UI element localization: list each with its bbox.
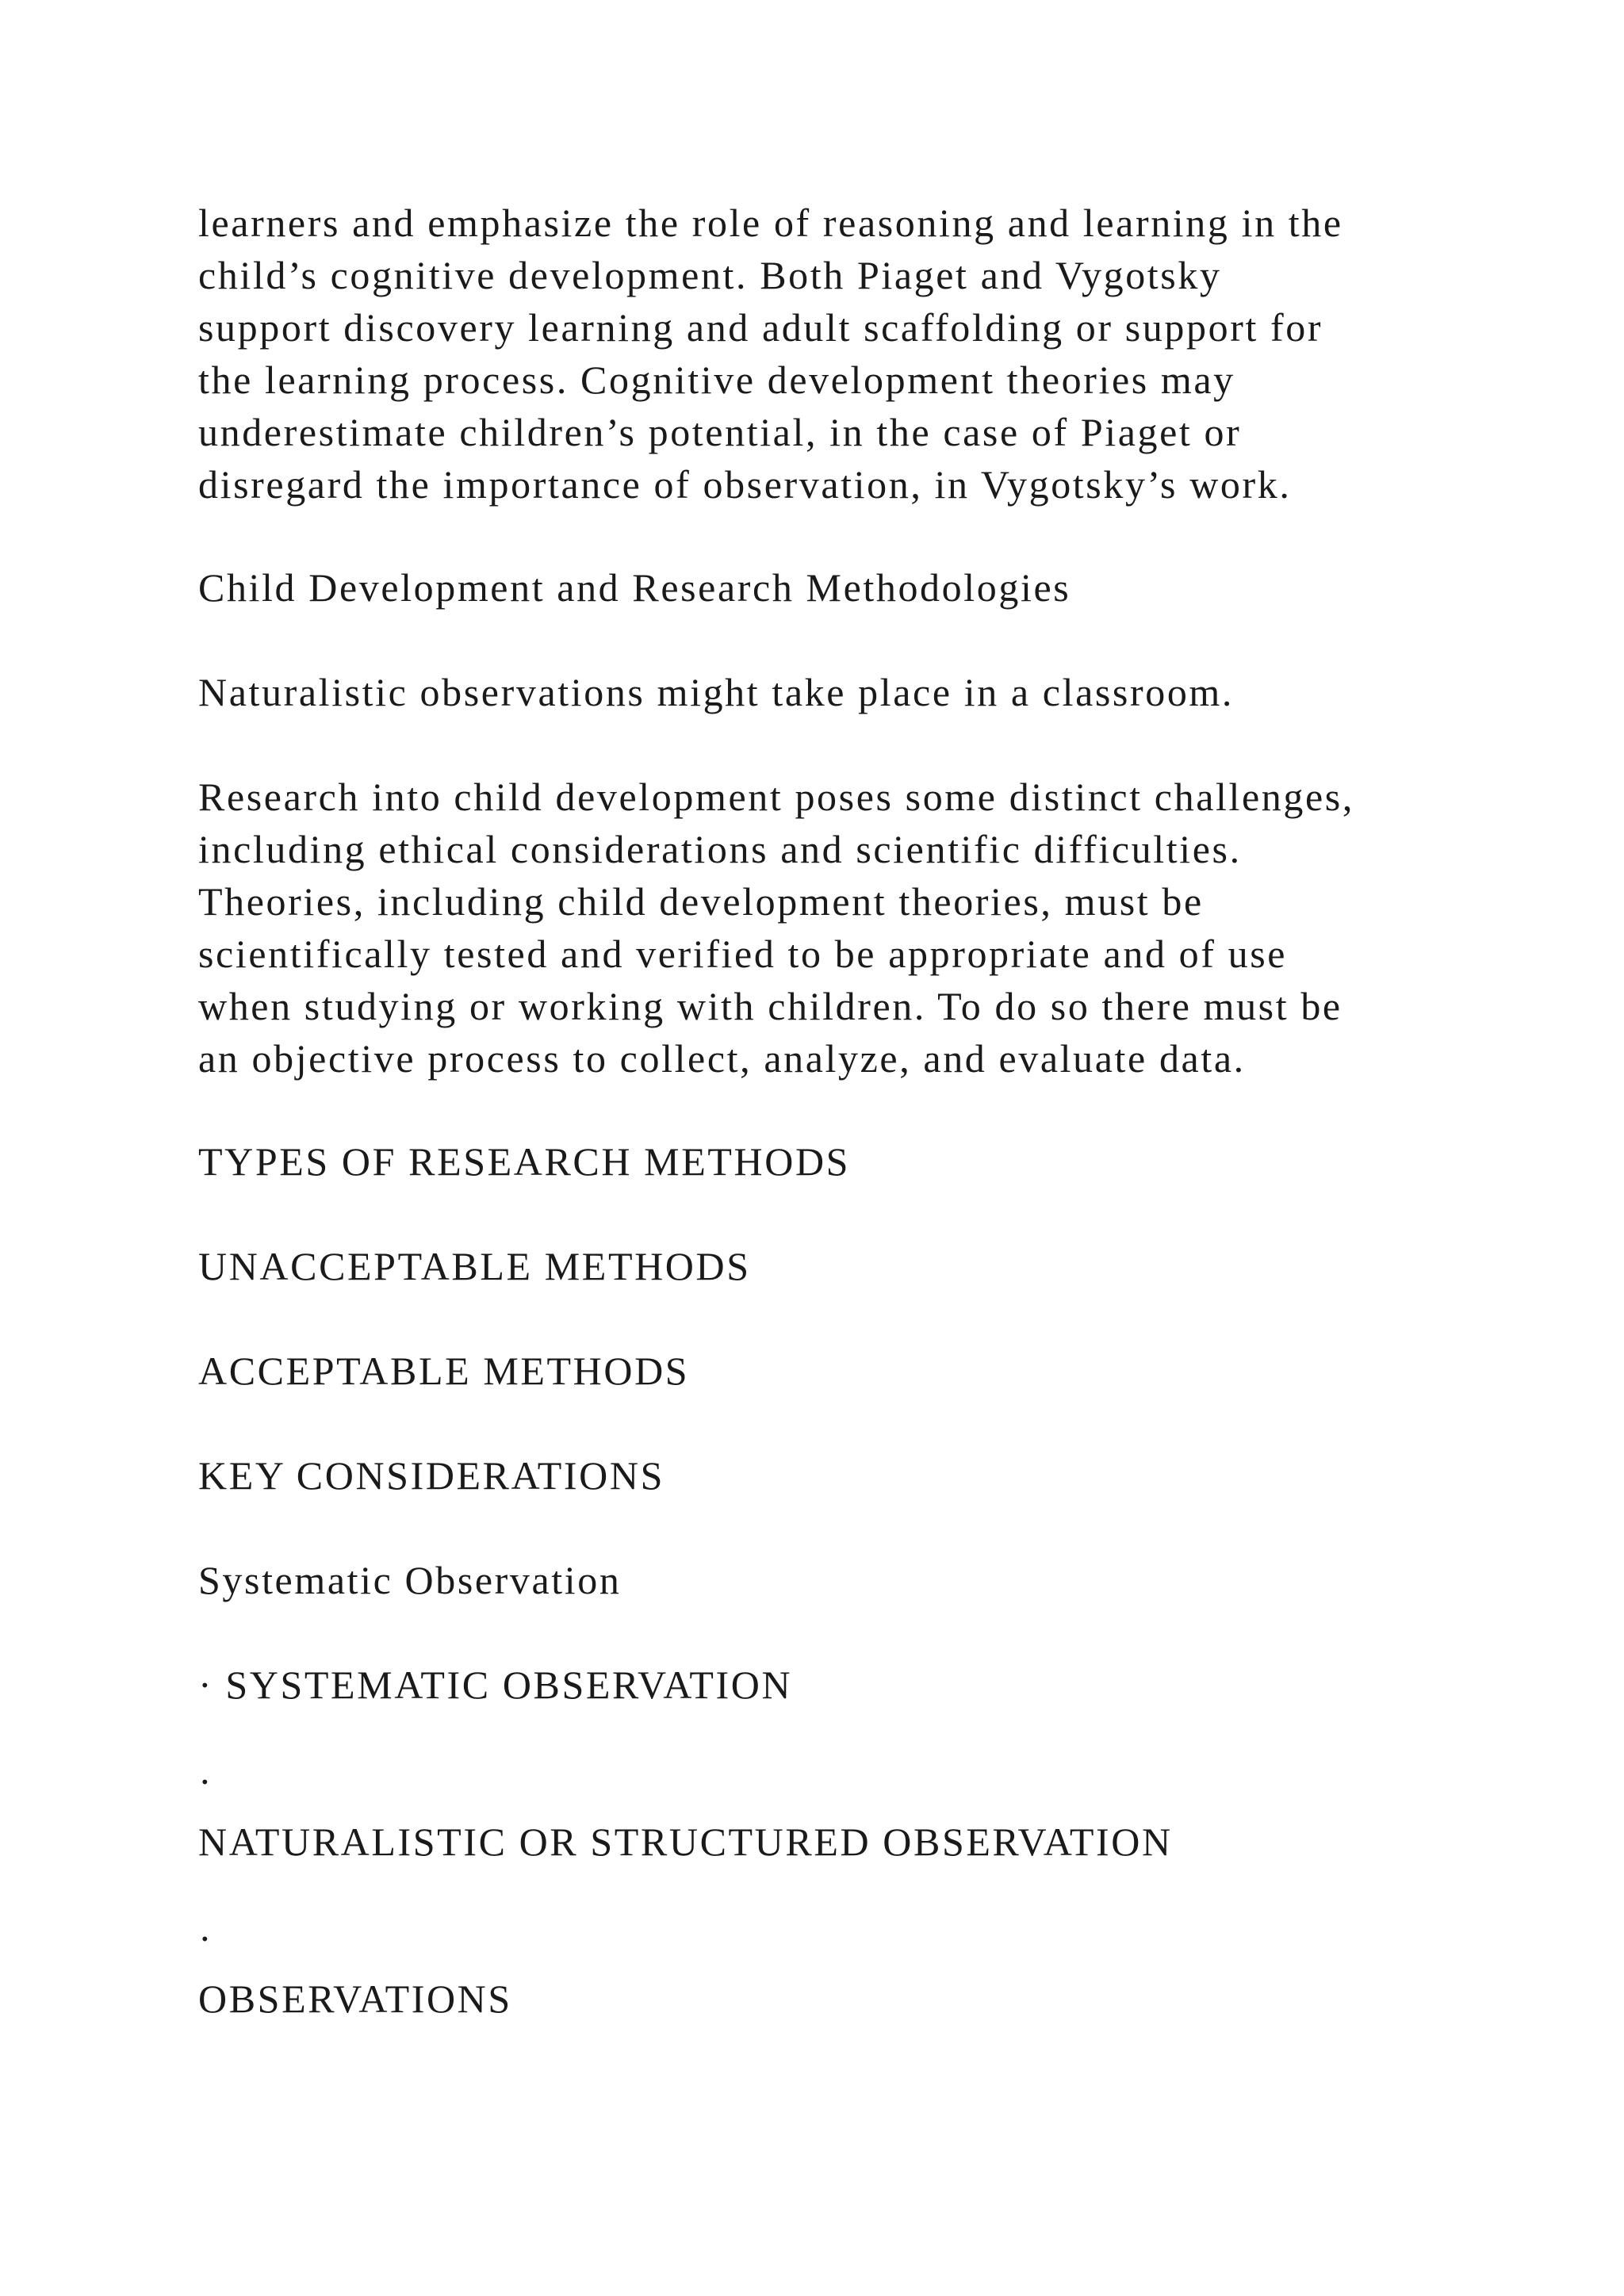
label-unacceptable-methods: UNACCEPTABLE METHODS (198, 1244, 751, 1288)
section-heading-child-development: Child Development and Research Methodologies (198, 565, 1071, 610)
caption-naturalistic-observations: Naturalistic observations might take place in a classroom. (198, 670, 1235, 714)
paragraph-line: an objective process to collect, analyze, and evaluate data. (198, 1036, 1246, 1081)
paragraph-line: Research into child development poses some distinct challenges, (198, 775, 1354, 819)
paragraph-line: scientifically tested and verified to be appropriate and of use (198, 932, 1288, 976)
label-key-considerations: KEY CONSIDERATIONS (198, 1453, 665, 1498)
paragraph-cognitive-theories (198, 197, 1507, 511)
bullet-systematic-observation: · SYSTEMATIC OBSERVATION (198, 1663, 793, 1707)
label-types-of-research-methods: TYPES OF RESEARCH METHODS (198, 1139, 851, 1184)
paragraph-line: learners and emphasize the role of reasoning and learning in the (198, 201, 1343, 245)
label-observations: OBSERVATIONS (198, 1976, 512, 2021)
paragraph-line: disregard the importance of observation, in Vygotsky’s work. (198, 462, 1292, 507)
paragraph-line: when studying or working with children. To do so there must be (198, 984, 1342, 1028)
paragraph-line: child’s cognitive development. Both Piaget and Vygotsky (198, 253, 1222, 297)
paragraph-line: the learning process. Cognitive development theories may (198, 358, 1235, 402)
paragraph-line: support discovery learning and adult scaffolding or support for (198, 305, 1323, 350)
paragraph-line: underestimate children’s potential, in the case of Piaget or (198, 410, 1242, 454)
label-acceptable-methods: ACCEPTABLE METHODS (198, 1349, 690, 1393)
paragraph-line: including ethical considerations and scientific difficulties. (198, 827, 1242, 871)
label-naturalistic-or-structured-observation: NATURALISTIC OR STRUCTURED OBSERVATION (198, 1820, 1173, 1864)
paragraph-research-challenges (198, 771, 1507, 1085)
label-systematic-observation: Systematic Observation (198, 1558, 622, 1602)
bullet-dot: · (198, 1916, 214, 1961)
paragraph-line: Theories, including child development theories, must be (198, 879, 1204, 924)
bullet-dot: · (198, 1759, 214, 1804)
